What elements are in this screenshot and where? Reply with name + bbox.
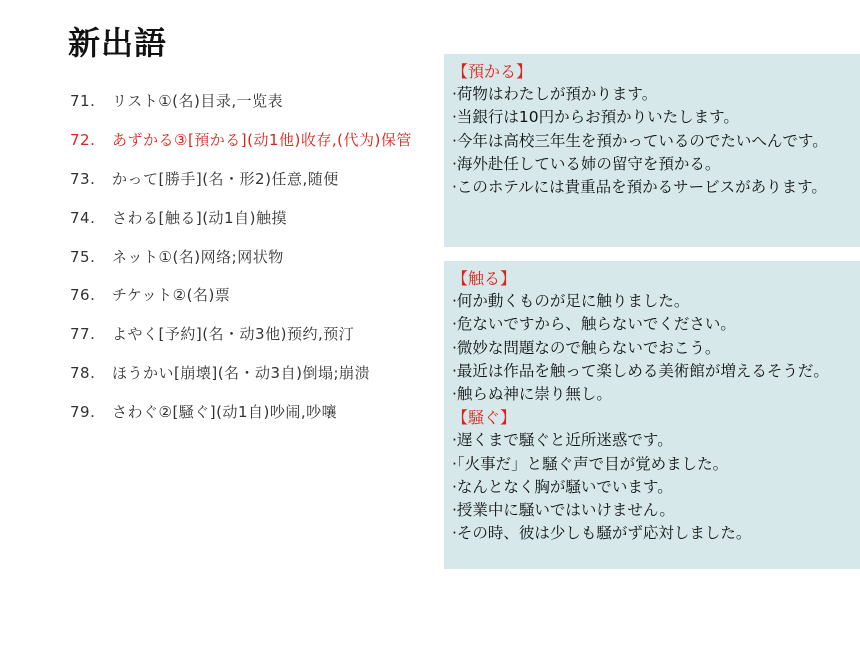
vocab-number: 73. <box>70 169 96 188</box>
vocab-item <box>70 89 450 128</box>
example-box-sawaru-sawagu <box>444 261 860 569</box>
example-sentence: ·最近は作品を触って楽しめる美術館が増えるそうだ。 <box>452 361 829 380</box>
box-heading: 【騒ぐ】 <box>452 408 517 428</box>
example-sentence: ·当銀行は10円からお預かりいたします。 <box>452 108 739 127</box>
vocab-item <box>70 322 450 361</box>
vocab-number: 79. <box>70 403 96 422</box>
vocab-number: 77. <box>70 325 96 344</box>
vocab-number: 74. <box>70 208 96 227</box>
vocab-text: あずかる③[預かる](动1他)收存,(代为)保管 <box>112 130 412 149</box>
page-title: 新出語 <box>68 24 168 62</box>
vocab-item <box>70 361 450 400</box>
vocab-item <box>70 283 450 322</box>
example-sentence: ·微妙な問題なので触らないでおこう。 <box>452 338 721 357</box>
example-sentence: ·なんとなく胸が騒いでいます。 <box>452 477 673 496</box>
example-sentence: ·遅くまで騒ぐと近所迷惑です。 <box>452 431 673 450</box>
vocab-item-highlighted <box>70 128 450 167</box>
example-sentence: ·触らぬ神に崇り無し。 <box>452 385 612 404</box>
vocab-text: ネット①(名)网络;网状物 <box>112 247 284 266</box>
example-box-azukaru <box>444 54 860 247</box>
vocab-text: リスト①(名)目录,一览表 <box>112 92 284 110</box>
vocab-item <box>70 167 450 206</box>
vocab-number: 76. <box>70 286 96 305</box>
vocab-number: 72. <box>70 130 96 149</box>
vocab-number: 78. <box>70 364 96 383</box>
vocab-text: さわぐ②[騒ぐ](动1自)吵闹,吵嚷 <box>112 403 338 422</box>
example-sentence: ·その時、彼は少しも騒がず応対しました。 <box>452 524 752 543</box>
vocab-text: ほうかい[崩壊](名・动3自)倒塌;崩溃 <box>112 364 371 383</box>
vocab-number: 71. <box>70 92 96 110</box>
example-sentence: ·授業中に騒いではいけません。 <box>452 501 675 520</box>
example-sentence: ·危ないですから、触らないでください。 <box>452 315 736 334</box>
vocab-number: 75. <box>70 247 96 266</box>
vocab-item <box>70 245 450 284</box>
example-sentence: ·「火事だ」と騒ぐ声で目が覚めました。 <box>452 454 729 473</box>
example-sentence: ·何か動くものが足に触りました。 <box>452 292 690 311</box>
example-sentence: ·海外赴任している姉の留守を預かる。 <box>452 154 721 173</box>
vocab-text: よやく[予約](名・动3他)预约,预汀 <box>112 325 355 344</box>
vocab-list <box>70 89 450 439</box>
example-sentence: ·荷物はわたしが預かります。 <box>452 85 658 104</box>
vocab-text: チケット②(名)票 <box>112 286 231 305</box>
vocab-item <box>70 206 450 245</box>
vocab-text: さわる[触る](动1自)触摸 <box>112 208 287 227</box>
example-sentence: ·このホテルには貴重品を預かるサービスがあります。 <box>452 178 827 197</box>
vocab-text: かって[勝手](名・形2)任意,随便 <box>112 169 339 188</box>
example-sentence: ·今年は高校三年生を預かっているのでたいへんです。 <box>452 131 828 150</box>
box-heading: 【触る】 <box>452 269 517 288</box>
vocab-item <box>70 400 450 439</box>
box-heading: 【預かる】 <box>452 62 533 81</box>
